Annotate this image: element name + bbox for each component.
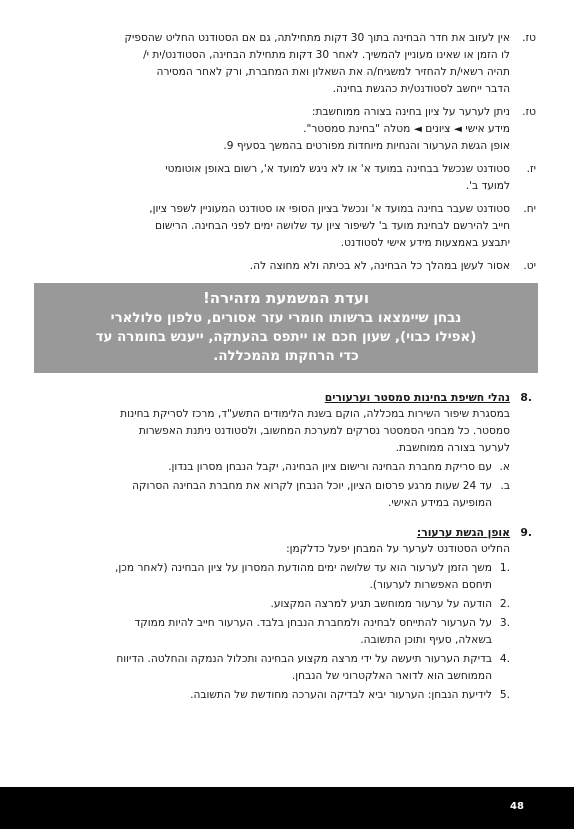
warning-text-line: כדי הרחקתו מהמכללה. (213, 349, 359, 364)
section-text-line: החליט הסטודנט לערער על המבחן יפעל כדלקמן: (286, 543, 510, 555)
section-number: .9 (520, 526, 532, 539)
sub-item-number: .5 (499, 689, 510, 701)
rule-text-line: הדבר ייחשב לסטודנט/ית כהגשת בחינה. (332, 83, 510, 95)
rule-number: טז. (522, 106, 536, 118)
rule-item-16a (36, 30, 536, 98)
section-text-line: לערער בצורה ממוחשבת. (395, 442, 510, 454)
sub-item-text-line: בשאלה, סעיף ותוכן התשובה. (360, 634, 492, 646)
sub-item-number: .3 (499, 617, 510, 629)
sub-item-number: .4 (499, 653, 510, 665)
sub-item-text-line: בדיקת הערעור תיעשה על ידי מרצה מקצוע הבחינה ותכלול הנמקה והחלטה. הדיווח (116, 653, 492, 665)
section-body (36, 541, 536, 558)
rule-text-line: אופן הגשת הערעור והנחיות מיוחדות מפורטים בהמשך בסעיף 9. (223, 140, 510, 152)
sub-item-text-line: משך הזמן לערעור הוא עד שלושה ימים מהודעת המסרון על ציון הבחינה (לאחר מכן, (115, 562, 492, 574)
sub-item (36, 478, 536, 512)
rule-number: יח. (523, 203, 536, 215)
section-text-line: סמסטר. כל מבחני הסמסטר נסרקים למערכת המחשוב, ולסטודנט ניתנת האפשרות (138, 425, 510, 437)
section-9 (36, 524, 536, 704)
page-content (36, 30, 536, 716)
sub-item-number: א. (499, 461, 510, 473)
sub-item-number: ב. (500, 480, 510, 492)
rule-text-line: מידע אישי ◄ ציונים ◄ מטלה "בחינת סמסטר". (303, 123, 510, 135)
sub-item-number: .2 (499, 598, 510, 610)
rule-number: יז. (526, 163, 536, 175)
warning-text-line: נבחן שיימצאו ברשותו חומרי עזר אסורים, טלפון סלולארי (110, 311, 462, 326)
section-heading (36, 389, 536, 406)
sub-item-text-line: על הערעור להתייחס לבחינה ולמחברת הנבחן בלבד. הערעור חייב להיות ממוקד (134, 617, 492, 629)
sub-item-text-line: הודעה על ערעור ממוחשב תגיע למרצה המקצוע. (270, 598, 492, 610)
footer-bar (0, 787, 574, 829)
sub-item (36, 687, 536, 704)
page-number: 48 (510, 801, 524, 812)
rule-text-line: חייב להירשם לבחינת מועד ב' לשיפור ציון עד שלושה ימים לפני הבחינה. הרישום (154, 220, 510, 232)
sub-item-text-line: עד 24 שעות מרגע פרסום הציון, יוכל הנבחן לקרוא את מחברת הבחינה הסרוקה (132, 480, 492, 492)
sub-item-text-line: הממוחשב הוא לדואר האלקטרוני של הנבחן. (291, 670, 492, 682)
rule-text-line: סטודנט שנכשל בבחינה במועד א' או לא ניגש למועד א', רשום באופן אוטומטי (165, 163, 510, 175)
discipline-warning-box (34, 283, 538, 373)
rule-item-17 (36, 161, 536, 195)
rule-text-line: סטודנט שעבר בחינה במועד א' ונכשל בציון הסופי או סטודנט המעוניין לשפר ציון, (149, 203, 510, 215)
rule-item-19 (36, 258, 536, 275)
rule-number: יט. (523, 260, 536, 272)
rule-item-16b (36, 104, 536, 155)
sub-item (36, 560, 536, 594)
rule-text-line: יתבצע באמצעות מידע אישי לסטודנט. (340, 237, 510, 249)
sub-item (36, 615, 536, 649)
sub-item-text-line: עם סריקת מחברת הבחינה ורישום ציון הבחינה, יקבל הנבחן מסרון בנדון. (168, 461, 492, 473)
sub-item-number: .1 (499, 562, 510, 574)
sub-item-text-line: תיחסם האפשרות לערעור). (369, 579, 492, 591)
rule-text-line: תהיה רשאי/ת להחזיר למשגיח/ה את השאלון ואת המחברת, ורק לאחר המסירה (156, 66, 510, 78)
sub-item (36, 596, 536, 613)
sub-item (36, 459, 536, 476)
rule-text-line: אסור לעשן במהלך כל הבחינה, לא בכיתה ולא מחוצה לה. (249, 260, 510, 272)
section-number: .8 (520, 391, 532, 404)
rule-text-line: ניתן לערער על ציון בחינה בצורה ממוחשבת: (311, 106, 510, 118)
section-8 (36, 389, 536, 512)
sub-item-text-line: לידיעת הנבחן: הערעור יביא לבדיקה והערכה מחודשת של התשובה. (190, 689, 492, 701)
warning-title: ועדת המשמעת מזהירה! (202, 289, 370, 307)
rule-item-18 (36, 201, 536, 252)
rule-text-line: אין לעזוב את חדר הבחינה בתוך 30 דקות מתחילתה, גם אם הסטודנט החליט שהספיק (124, 32, 510, 44)
section-text-line: במסגרת שיפור השירות במכללה, הוקם בשנת הלימודים התשע"ד, מרכז לסריקת בחינות (120, 408, 510, 420)
section-heading (36, 524, 536, 541)
warning-text-line: (אפילו כבוי), שעון חכם או ייתפס בהעתקה, ייענש בחומרה עד (95, 330, 477, 345)
rule-number: טז. (522, 32, 536, 44)
section-title: אופן הגשת ערעור: (416, 526, 510, 539)
rule-text-line: לו הזמן או שאינו מעוניין להמשיך. לאחר 30 דקות מתחילת הבחינה, הסטודנט/ית י/ (143, 49, 510, 61)
section-title: נהלי חשיפת בחינות סמסטר וערעורים (324, 391, 510, 404)
sub-item-text-line: המופיעה במידע האישי. (388, 497, 492, 509)
sub-item (36, 651, 536, 685)
rule-text-line: למועד ב'. (465, 180, 510, 192)
section-body (36, 406, 536, 457)
